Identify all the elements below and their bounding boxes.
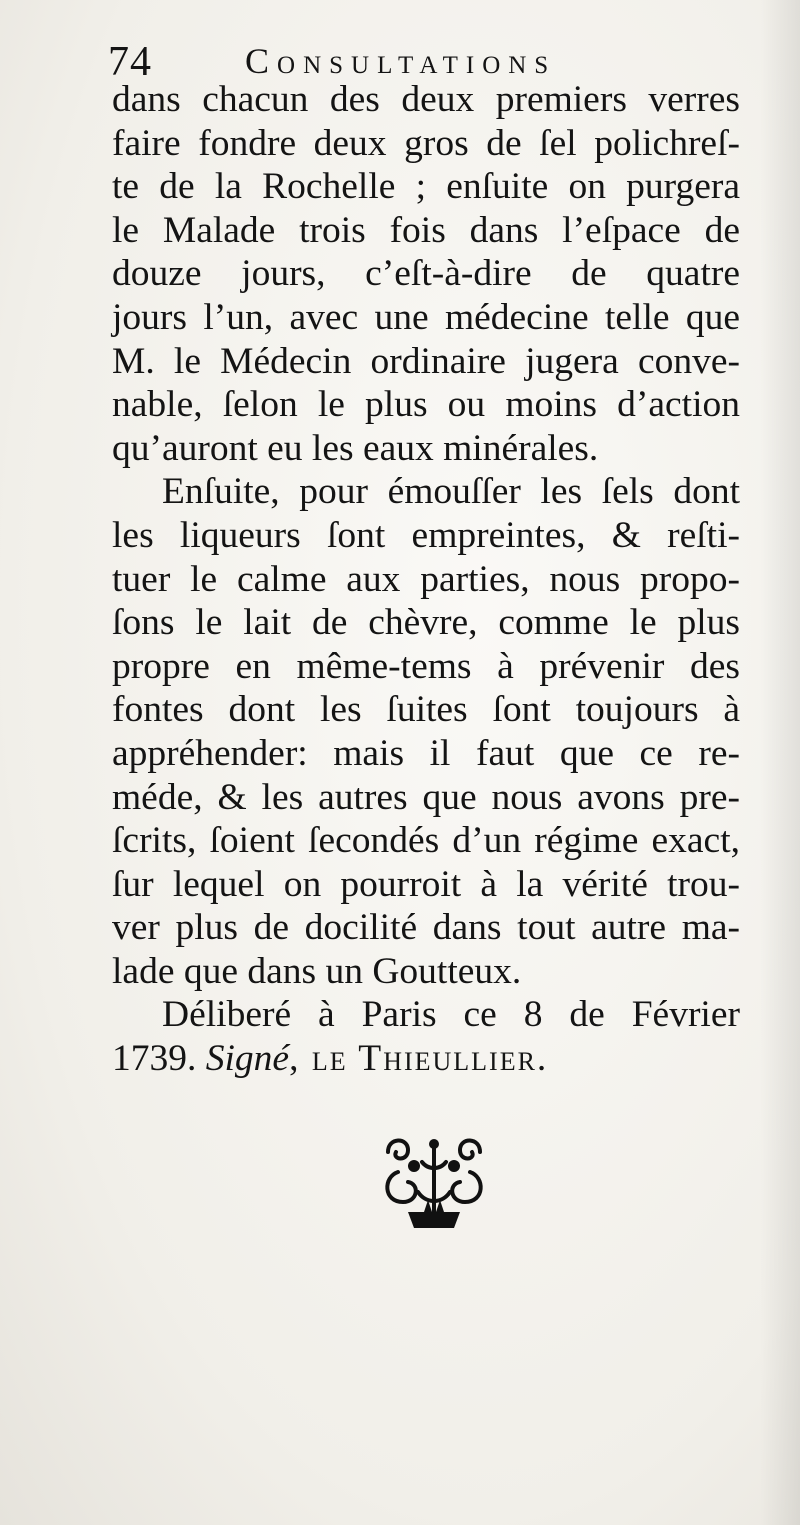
text-line: lade que dans un Goutteux. bbox=[112, 950, 522, 992]
deliberation-block bbox=[112, 993, 740, 1080]
signature-line bbox=[112, 1037, 740, 1081]
page-edge-shadow bbox=[760, 0, 800, 1525]
text-line: dans chacun des deux premiers verres bbox=[112, 79, 740, 120]
body-text bbox=[112, 78, 740, 1081]
paragraph-1 bbox=[112, 78, 740, 470]
text-line: ſcrits, ſoient ſecondés d’un régime exact, bbox=[112, 820, 740, 862]
text-line: méde, & les autres que nous avons pre- bbox=[112, 776, 740, 818]
paragraph-2 bbox=[112, 470, 740, 993]
text-line: ver plus de docilité dans tout autre ma- bbox=[112, 907, 740, 949]
text-line: M. le Médecin ordinaire jugera conve- bbox=[112, 340, 740, 382]
text-line: tuer le calme aux parties, nous propo- bbox=[112, 558, 740, 600]
running-head: Consultations bbox=[245, 41, 557, 81]
text-line: qu’auront eu les eaux minérales. bbox=[112, 427, 599, 469]
deliberation-line: Déliberé à Paris ce 8 de Février bbox=[162, 994, 740, 1036]
text-line: jours l’un, avec une médecine telle que bbox=[112, 296, 740, 338]
fleuron-ornament-icon bbox=[378, 1132, 490, 1232]
page-number: 74 bbox=[108, 39, 152, 85]
text-line: fontes dont les ſuites ſont toujours à bbox=[112, 689, 740, 731]
text-line: faire fondre deux gros de ſel polichreſ- bbox=[112, 122, 740, 164]
year: 1739. bbox=[112, 1038, 197, 1080]
signed-label: Signé bbox=[205, 1038, 290, 1080]
text-line: appréhender: mais il faut que ce re- bbox=[112, 732, 740, 774]
text-line: te de la Rochelle ; enſuite on purgera bbox=[112, 166, 740, 208]
text-line: propre en même-tems à prévenir des bbox=[112, 645, 740, 687]
signer-name: , le Thieullier. bbox=[289, 1038, 549, 1080]
text-line: le Malade trois fois dans l’eſpace de bbox=[112, 209, 740, 251]
text-line: ſur lequel on pourroit à la vérité trou- bbox=[112, 863, 740, 905]
text-line: Enſuite, pour émouſſer les ſels dont bbox=[162, 471, 740, 513]
text-line: douze jours, c’eſt-à-dire de quatre bbox=[112, 253, 740, 295]
text-line: nable, ſelon le plus ou moins d’action bbox=[112, 384, 740, 426]
text-line: ſons le lait de chèvre, comme le plus bbox=[112, 602, 740, 644]
text-line: les liqueurs ſont empreintes, & reſti- bbox=[112, 514, 740, 556]
